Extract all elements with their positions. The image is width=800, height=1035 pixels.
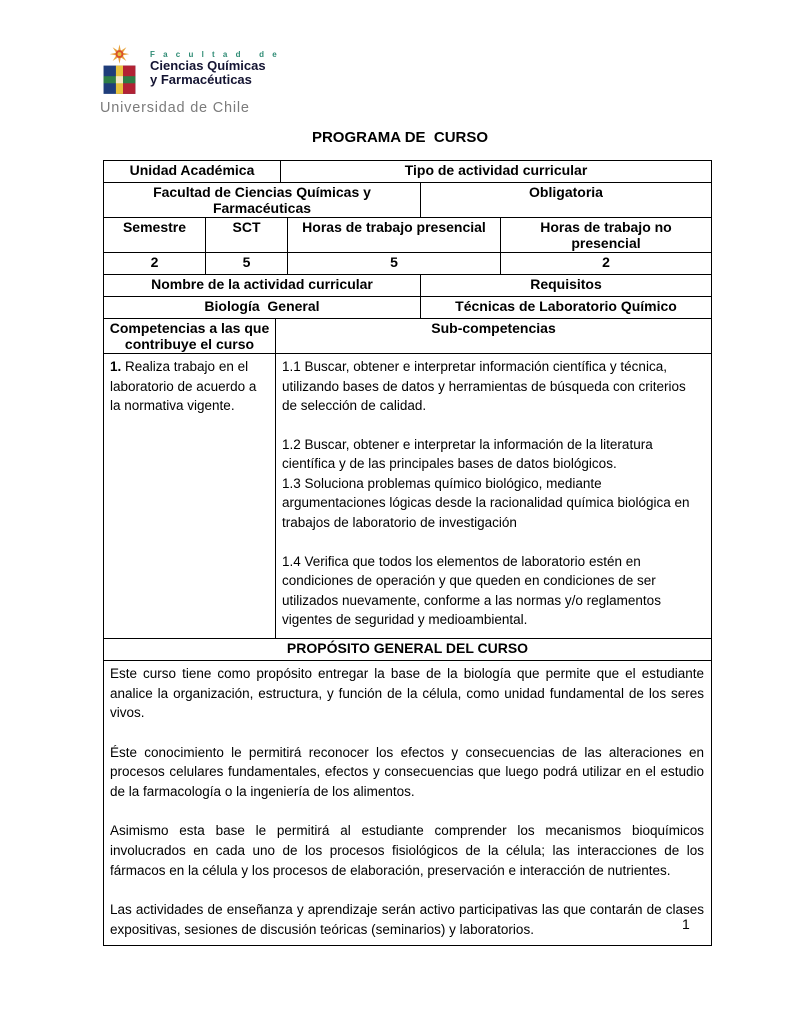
subcompetencia-paragraph: 1.2 Buscar, obtener e interpretar la información de la literatura científica y de las principales bases de datos biológicos. bbox=[282, 436, 653, 472]
proposito-paragraph: Éste conocimiento le permitirá reconocer los efectos y consecuencias de las alteraciones en procesos celulares fundamentales, efectos y consecuencias que luego podrá utilizar en el estudio de la farmacología o la ingeniería de los alimentos. bbox=[110, 744, 704, 799]
unidad-academica-header-cell: Unidad Académica bbox=[104, 161, 281, 182]
row-horas-header bbox=[104, 218, 711, 253]
subcompetencias-header-cell: Sub-competencias bbox=[431, 320, 556, 336]
nombre-actividad-header-cell: Nombre de la actividad curricular bbox=[104, 275, 421, 296]
university-name-label: Universidad de Chile bbox=[100, 100, 250, 116]
logo-faculty-text bbox=[150, 42, 280, 88]
row-horas-values bbox=[104, 253, 711, 275]
requisitos-value-cell: Técnicas de Laboratorio Químico bbox=[455, 298, 677, 314]
horas-no-presencial-value-cell: 2 bbox=[602, 254, 610, 270]
proposito-cell bbox=[104, 661, 711, 945]
competencia-1-text: Realiza trabajo en el laboratorio de acuerdo a la normativa vigente. bbox=[110, 359, 257, 414]
semestre-header-cell: Semestre bbox=[104, 218, 206, 252]
subcompetencia-paragraph: 1.4 Verifica que todos los elementos de laboratorio estén en condiciones de operación y que queden en condiciones de ser utilizados nuevamente, conforme a las normas y/o reglamentos vigentes de seguridad y medioambiental. bbox=[282, 553, 661, 628]
sct-value-cell: 5 bbox=[206, 253, 288, 274]
course-table bbox=[103, 160, 712, 946]
logo-top-row bbox=[100, 42, 310, 98]
proposito-paragraph: Las actividades de enseñanza y aprendizaje serán activo participativas las que contarán de clases expositivas, sesiones de discusión teóricas (seminarios) y laboratorios. bbox=[110, 902, 704, 937]
semestre-value-cell: 2 bbox=[104, 253, 206, 274]
proposito-header-cell: PROPÓSITO GENERAL DEL CURSO bbox=[286, 640, 529, 656]
row-nombre-requisitos-values bbox=[104, 297, 711, 319]
subcompetencias-cell bbox=[276, 354, 711, 638]
row-competencias-body bbox=[104, 354, 711, 639]
competencia-1-cell bbox=[104, 354, 276, 638]
row-proposito-body bbox=[104, 661, 711, 945]
row-nombre-requisitos-header bbox=[104, 275, 711, 297]
nombre-actividad-value-cell: Biología General bbox=[104, 297, 421, 318]
logo-faculty-name-line1: Ciencias Químicas bbox=[150, 58, 266, 73]
row-unidad-tipo-values bbox=[104, 183, 711, 218]
subcompetencia-paragraph: 1.3 Soluciona problemas químico biológico, mediante argumentaciones lógicas desde la racionalidad química biológica en trabajos de laboratorio de investigación bbox=[282, 475, 690, 530]
university-crest-icon bbox=[100, 42, 146, 98]
sct-header-cell: SCT bbox=[206, 218, 288, 252]
competencia-1-number: 1. bbox=[110, 359, 122, 374]
horas-presencial-header-cell: Horas de trabajo presencial bbox=[288, 218, 501, 252]
unidad-academica-value-cell: Facultad de Ciencias Químicas y Farmacéuticas bbox=[104, 183, 421, 217]
tipo-actividad-header-cell: Tipo de actividad curricular bbox=[404, 162, 588, 178]
proposito-paragraph: Este curso tiene como propósito entregar la base de la biología que permite que el estudiante analice la organización, estructura, y función de la célula, como unidad fundamental de los seres vivos. bbox=[110, 666, 704, 721]
university-logo bbox=[100, 42, 310, 116]
horas-no-presencial-header-cell: Horas de trabajo no presencial bbox=[540, 219, 672, 251]
row-competencias-header bbox=[104, 319, 711, 354]
proposito-paragraph: Asimismo esta base le permitirá al estudiante comprender los mecanismos bioquímicos involucrados en cada uno de los procesos fisiológicos de la célula; las interacciones de los fármacos en la célula y los procesos de elaboración, preservación e interacción de nutrientes. bbox=[110, 823, 704, 878]
logo-facultad-de-label: F a c u l t a d d e bbox=[150, 50, 280, 59]
tipo-actividad-value-cell: Obligatoria bbox=[529, 184, 603, 200]
requisitos-header-cell: Requisitos bbox=[530, 276, 602, 292]
row-unidad-tipo-header bbox=[104, 161, 711, 183]
page-number: 1 bbox=[682, 916, 690, 932]
subcompetencia-paragraph: 1.1 Buscar, obtener e interpretar información científica y técnica, utilizando bases de datos y herramientas de búsqueda con criterios de selección de calidad. bbox=[282, 359, 686, 414]
logo-faculty-name-line2: y Farmacéuticas bbox=[150, 72, 252, 88]
row-proposito-header bbox=[104, 639, 711, 661]
page-title: PROGRAMA DE CURSO bbox=[311, 129, 489, 146]
competencias-header-cell: Competencias a las que contribuye el curso bbox=[104, 319, 276, 353]
horas-presencial-value-cell: 5 bbox=[288, 253, 501, 274]
